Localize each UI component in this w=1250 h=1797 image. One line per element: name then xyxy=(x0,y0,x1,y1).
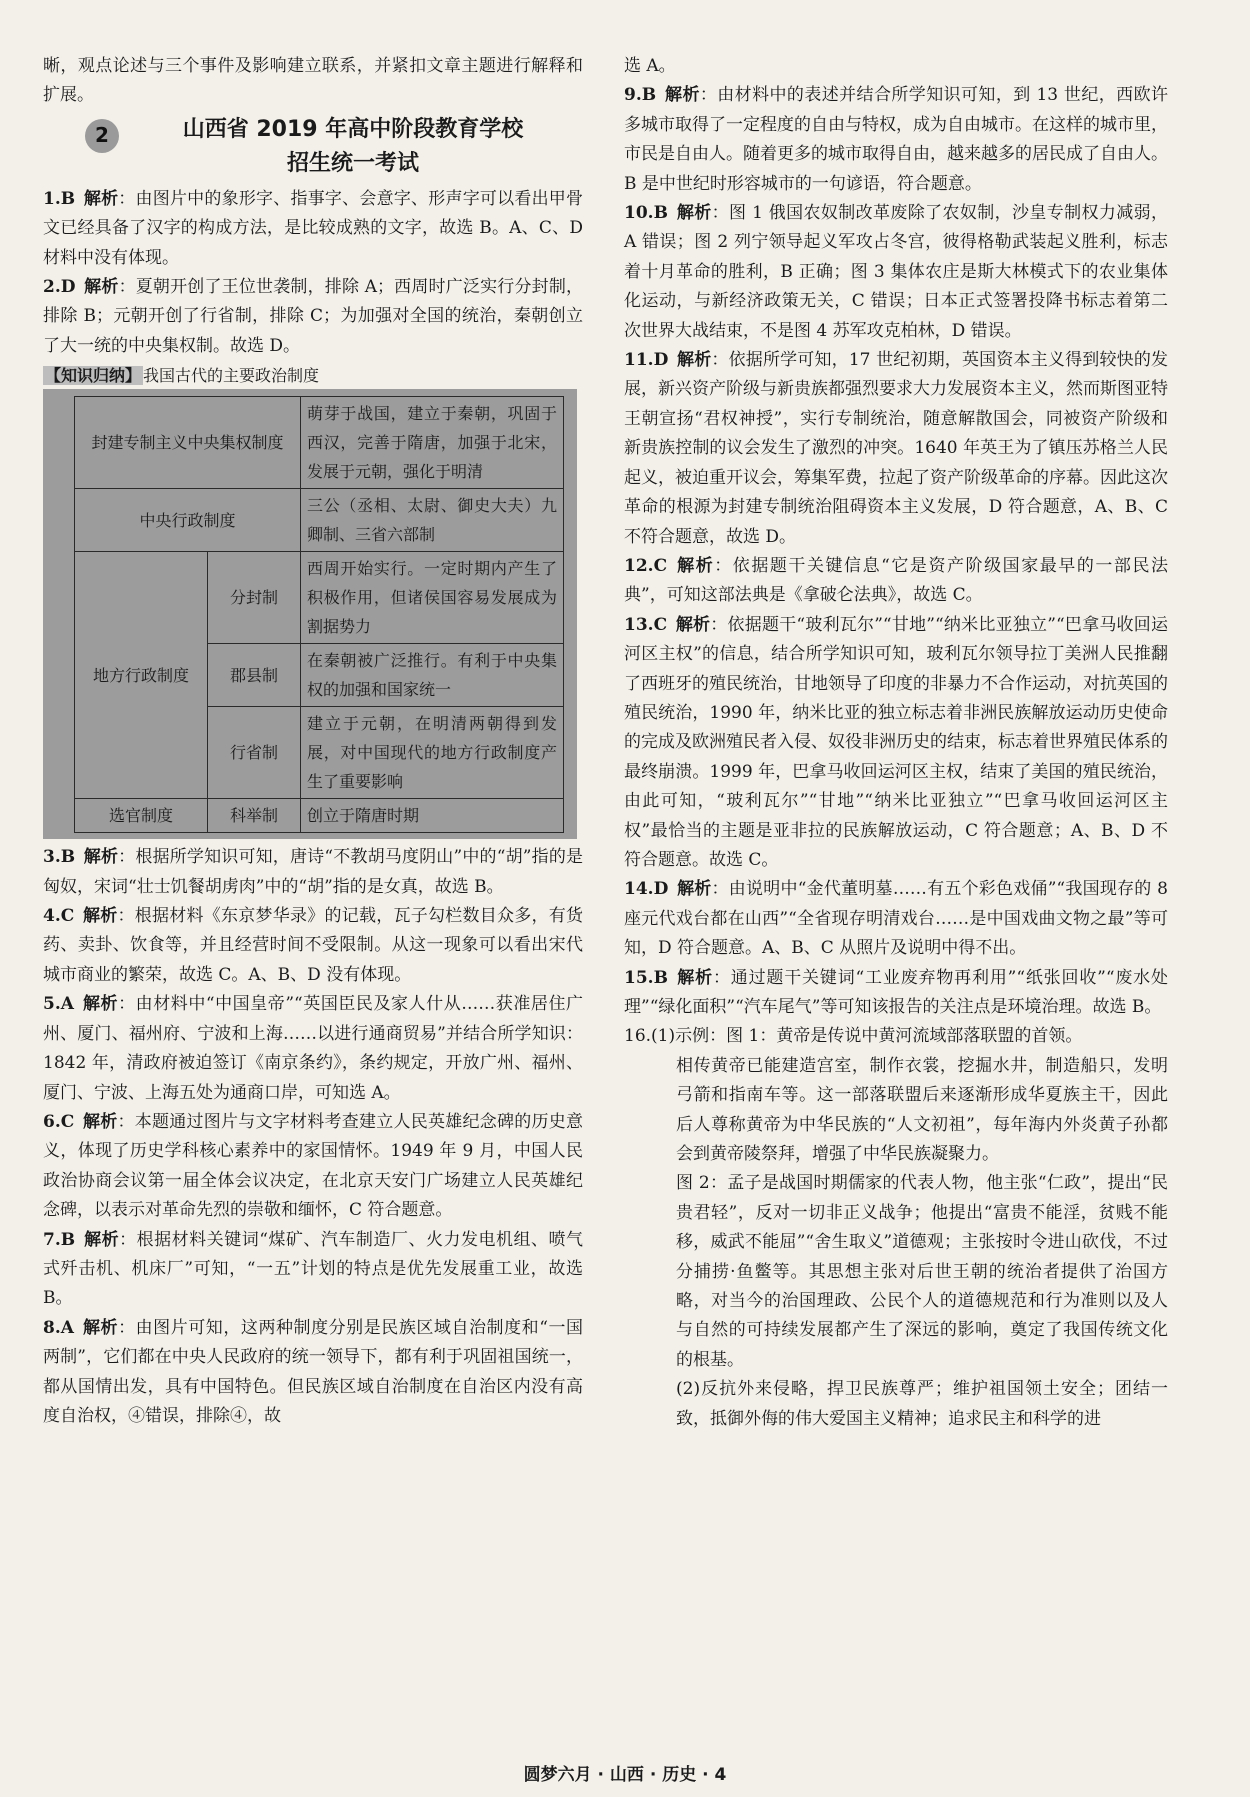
analysis-label: 解析 xyxy=(82,1317,119,1338)
answer-text: ：根据材料《东京梦华录》的记载，瓦子勾栏数目众多，有货药、卖卦、饮食等，并且经营时间不受限制。从这一现象可以看出宋代城市商业的繁荣，故选 C。A、B、D 没有体现。 xyxy=(43,906,584,985)
answer-number: 11.D xyxy=(624,350,669,371)
answer-number: 14.D xyxy=(624,879,669,900)
knowledge-summary-tag: 【知识归纳】 xyxy=(45,366,142,386)
answer-number: 2.D xyxy=(43,277,76,298)
answer-item xyxy=(624,199,1168,346)
table-row xyxy=(75,552,564,644)
analysis-label: 解析 xyxy=(83,1229,120,1250)
answer-text: ：依据题干关键信息“它是资产阶级国家最早的一部民法典”，可知这部法典是《拿破仑法典》，故选 C。 xyxy=(624,555,1168,606)
answer-item xyxy=(624,552,1168,611)
section-title-line1: 山西省 2019 年高中阶段教育学校 xyxy=(182,116,524,142)
analysis-label: 解析 xyxy=(83,188,119,209)
answer-item xyxy=(43,843,583,902)
intro-paragraph: 晰，观点论述与三个事件及影响建立联系，并紧扣文章主题进行解释和扩展。 xyxy=(43,56,583,106)
answer-number: 3.B xyxy=(43,847,76,868)
analysis-label: 解析 xyxy=(676,967,713,988)
answer-number: 5.A xyxy=(43,994,74,1015)
q16-paragraph: (2)反抗外来侵略，捍卫民族尊严；维护祖国领土安全；团结一致，抵御外侮的伟大爱国主义精神；追求民主和科学的进 xyxy=(676,1379,1168,1429)
answer-number: 6.C xyxy=(43,1111,75,1132)
analysis-label: 解析 xyxy=(676,879,712,900)
table-cell: 在秦朝被广泛推行。有利于中央集权的加强和国家统一 xyxy=(301,644,564,707)
answer-number: 15.B xyxy=(624,967,668,988)
q16-paragraph: 相传黄帝已能建造宫室，制作衣裳，挖掘水井，制造船只，发明弓箭和指南车等。这一部落联盟后来逐渐形成华夏族主干，因此后人尊称黄帝为中华民族的“人文初祖”，每年海内外炎黄子孙都会到黄帝陵祭拜，增强了中华民族凝聚力。 xyxy=(676,1055,1168,1165)
answer-text: ：由材料中“中国皇帝”“英国臣民及家人什从……获准居住广州、厦门、福州府、宁波和上海……以进行通商贸易”并结合所学知识：1842 年，清政府被迫签订《南京条约》，条约规定，开放广州、福州、厦门、宁波、上海五处为通商口岸，可知选 A。 xyxy=(43,994,584,1103)
knowledge-summary-title: 我国古代的主要政治制度 xyxy=(143,366,320,386)
answer-text: ：依据所学可知，17 世纪初期，英国资本主义得到较快的发展，新兴资产阶级与新贵族都强烈要求大力发展资本主义，然而斯图亚特王朝宣扬“君权神授”，实行专制统治，随意解散国会，同被资产阶级和新贵族控制的议会发生了激烈的冲突。1640 年英王为了镇压苏格兰人民起义，被迫重开议会，筹集军费，拉起了资产阶级革命的序幕。因此这次革命的根源为封建专制统治阻碍资本主义发展，D 符合题意，A、B、C 不符合题意，故选 D。 xyxy=(624,350,1169,547)
carry-over-text: 选 A。 xyxy=(624,56,676,76)
answer-number: 4.C xyxy=(43,906,75,927)
answer-item xyxy=(624,875,1168,963)
knowledge-summary-heading xyxy=(43,365,583,387)
answer-item xyxy=(43,1314,583,1432)
page-footer: 圆梦六月 · 山西 · 历史 · 4 xyxy=(523,1765,727,1785)
answer-text: ：根据材料关键词“煤矿、汽车制造厂、火力发电机组、喷气式歼击机、机床厂”可知，“一五”计划的特点是优先发展重工业，故选 B。 xyxy=(43,1229,584,1309)
answer-item xyxy=(43,1108,583,1226)
table-row xyxy=(75,397,564,489)
answer-text: ：由图片中的象形字、指事字、会意字、形声字可以看出甲骨文已经具备了汉字的构成方法，是比较成熟的文字，故选 B。A、C、D 材料中没有体现。 xyxy=(43,188,584,268)
answer-item xyxy=(624,81,1168,199)
answer-text: ：依据题干“玻利瓦尔”“甘地”“纳米比亚独立”“巴拿马收回运河区主权”的信息，结合所学知识可知，玻利瓦尔领导拉丁美洲人民推翻了西班牙的殖民统治，甘地领导了印度的非暴力不合作运动，对抗英国的殖民统治，1990 年，纳米比亚的独立标志着非洲民族解放运动历史使命的完成及欧洲殖民者入侵、奴役非洲历史的结束，标志着世界殖民体系的最终崩溃。1999 年，巴拿马收回运河区主权，结束了美国的殖民统治，由此可知，“玻利瓦尔”“甘地”“纳米比亚独立”“巴拿马收回运河区主权”最恰当的主题是亚非拉的民族解放运动，C 符合题意；A、B、D 不符合题意。故选 C。 xyxy=(624,614,1169,870)
table-cell: 建立于元朝，在明清两朝得到发展，对中国现代的地方行政制度产生了重要影响 xyxy=(301,707,564,799)
section-title xyxy=(153,113,553,181)
section-number-badge: 2 xyxy=(85,119,119,153)
analysis-label: 解析 xyxy=(82,1111,118,1132)
answer-item xyxy=(43,990,583,1108)
answer-number: 8.A xyxy=(43,1317,74,1338)
answer-number: 12.C xyxy=(624,555,668,576)
answer-text: ：图 1 俄国农奴制改革废除了农奴制，沙皇专制权力减弱，A 错误；图 2 列宁领导起义军攻占冬宫，彼得格勒武装起义胜利，标志着十月革命的胜利，B 正确；图 3 集体农庄是斯大林模式下的农业集体化运动，与新经济政策无关，C 错误；日本正式签署投降书标志着第二次世界大战结束，不是图 4 苏军攻克柏林，D 错误。 xyxy=(624,203,1169,341)
table-cell: 创立于隋唐时期 xyxy=(301,799,564,833)
table-row xyxy=(75,799,564,833)
answer-item xyxy=(43,902,583,990)
table-cell: 封建专制主义中央集权制度 xyxy=(75,397,301,489)
section-title-line2: 招生统一考试 xyxy=(286,150,419,176)
answer-item xyxy=(43,185,583,273)
answer-item xyxy=(43,273,583,361)
table-cell: 萌芽于战国，建立于秦朝，巩固于西汉，完善于隋唐，加强于北宋，发展于元朝，强化于明清 xyxy=(301,397,564,489)
analysis-label: 解析 xyxy=(664,85,700,106)
knowledge-summary-box xyxy=(43,389,577,839)
answer-text: ：根据所学知识可知，唐诗“不教胡马度阴山”中的“胡”指的是匈奴，宋词“壮士饥餐胡虏肉”中的“胡”指的是女真，故选 B。 xyxy=(43,847,584,897)
left-column xyxy=(43,52,583,1431)
section-header xyxy=(43,113,583,185)
knowledge-table xyxy=(74,396,564,833)
analysis-label: 解析 xyxy=(82,906,118,927)
analysis-label: 解析 xyxy=(83,847,119,868)
analysis-label: 解析 xyxy=(676,203,712,224)
analysis-label: 解析 xyxy=(676,350,712,371)
right-column xyxy=(624,52,1168,1434)
analysis-label: 解析 xyxy=(675,555,715,576)
analysis-label: 解析 xyxy=(675,614,711,635)
answer-text: ：由图片可知，这两种制度分别是民族区域自治制度和“一国两制”，它们都在中央人民政府的统一领导下，都有利于巩固祖国统一，都从国情出发，具有中国特色。但民族区域自治制度在自治区内没有高度自治权，④错误，排除④，故 xyxy=(43,1317,583,1426)
analysis-label: 解析 xyxy=(84,277,119,298)
answer-number: 9.B xyxy=(624,85,657,106)
q16-lead: 16.(1)示例：图 1：黄帝是传说中黄河流域部落联盟的首领。 xyxy=(624,1026,1083,1047)
answer-item xyxy=(43,1226,583,1314)
answer-text: ：由说明中“金代董明墓……有五个彩色戏俑”“我国现存的 8 座元代戏台都在山西”“全省现存明清戏台……是中国戏曲文物之最”等可知，D 符合题意。A、B、C 从照片及说明中得不出。 xyxy=(624,879,1169,959)
table-cell: 三公（丞相、太尉、御史大夫）九卿制、三省六部制 xyxy=(301,489,564,552)
table-cell: 行省制 xyxy=(208,707,301,799)
answer-text: ：通过题干关键词“工业废弃物再利用”“纸张回收”“废水处理”“绿化面积”“汽车尾气”等可知该报告的关注点是环境治理。故选 B。 xyxy=(624,967,1168,1017)
answer-item xyxy=(624,611,1168,876)
answer-number: 1.B xyxy=(43,188,76,209)
table-cell: 郡县制 xyxy=(208,644,301,707)
answer-text: ：本题通过图片与文字材料考查建立人民英雄纪念碑的历史意义，体现了历史学科核心素养中的家国情怀。1949 年 9 月，中国人民政治协商会议第一届全体会议决定，在北京天安门广场建立人民英雄纪念碑，以表示对革命先烈的崇敬和缅怀，C 符合题意。 xyxy=(43,1111,584,1221)
answer-text: ：夏朝开创了王位世袭制，排除 A；西周时广泛实行分封制，排除 B；元朝开创了行省制，排除 C；为加强对全国的统治，秦朝创立了大一统的中央集权制。故选 D。 xyxy=(43,277,584,356)
table-cell: 地方行政制度 xyxy=(75,552,208,799)
table-row xyxy=(75,489,564,552)
table-cell: 科举制 xyxy=(208,799,301,833)
table-cell: 分封制 xyxy=(208,552,301,644)
answer-text: ：由材料中的表述并结合所学知识可知，到 13 世纪，西欧许多城市取得了一定程度的自由与特权，成为自由城市。在这样的城市里，市民是自由人。随着更多的城市取得自由，越来越多的居民成了自由人。B 是中世纪时形容城市的一句谚语，符合题意。 xyxy=(624,85,1168,194)
answer-item xyxy=(624,964,1168,1023)
table-cell: 中央行政制度 xyxy=(75,489,301,552)
answer-number: 7.B xyxy=(43,1229,76,1250)
table-cell: 选官制度 xyxy=(75,799,208,833)
answer-item xyxy=(624,346,1168,552)
table-cell: 西周开始实行。一定时期内产生了积极作用，但诸侯国容易发展成为割据势力 xyxy=(301,552,564,644)
answer-number: 10.B xyxy=(624,203,668,224)
q16-paragraph: 图 2：孟子是战国时期儒家的代表人物，他主张“仁政”，提出“民贵君轻”，反对一切非正义战争；他提出“富贵不能淫，贫贱不能移，威武不能屈”“舍生取义”道德观；主张按时令进山砍伐，不过分捕捞·鱼鳖等。其思想主张对后世王朝的统治者提供了治国方略，对当今的治国理政、公民个人的道德规范和行为准则以及人与自然的可持续发展都产生了深远的影响，奠定了我国传统文化的根基。 xyxy=(676,1173,1168,1370)
analysis-label: 解析 xyxy=(82,994,119,1015)
answer-number: 13.C xyxy=(624,614,668,635)
